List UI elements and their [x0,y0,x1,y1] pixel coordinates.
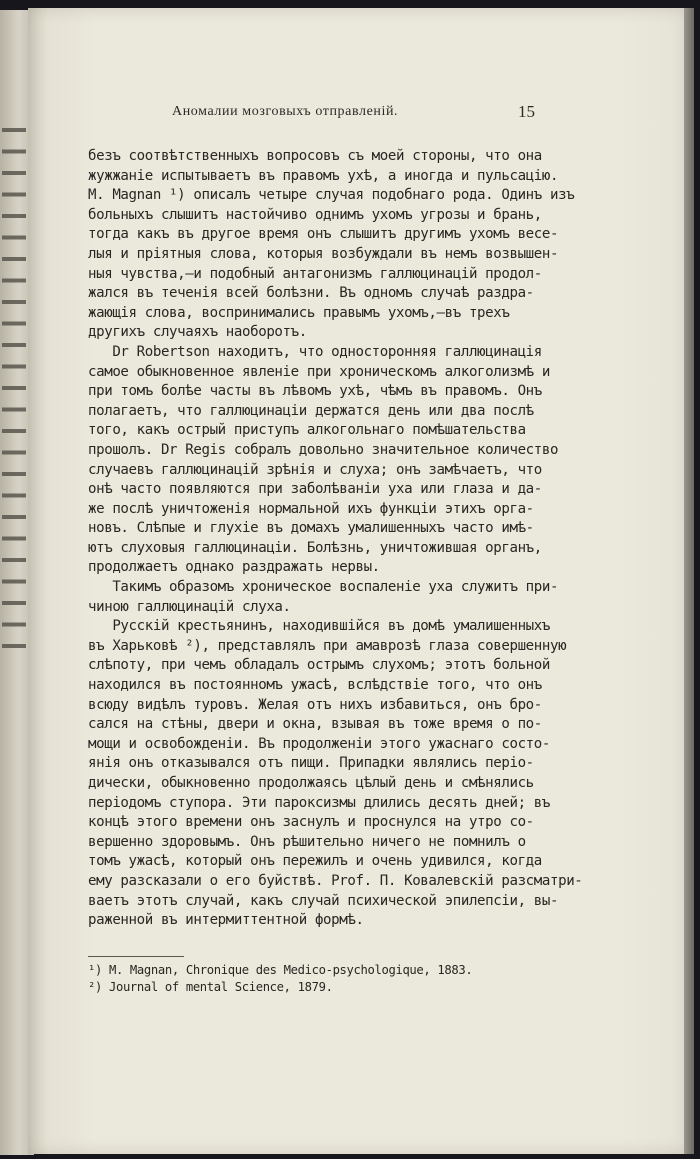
footnote-1: ¹) M. Magnan, Chronique des Medico-psychologique, 1883. [88,963,473,977]
paragraph-4 [88,617,583,931]
text-line: онѣ часто появляются при заболѣваніи уха или глаза и да- [88,481,542,498]
text-line: полагаетъ, что галлюцинаціи держатся день или два послѣ [88,402,534,419]
page-edge-shadow [684,8,694,1154]
text-line: новъ. Слѣпые и глухіе въ домахъ умалишенныхъ часто имѣ- [88,520,534,537]
text-line: жужжаніе испытываетъ въ правомъ ухѣ, а иногда и пульсацію. [88,167,559,184]
text-line: сался на стѣны, двери и окна, взывая въ тоже время о по- [88,716,542,733]
text-line: раженной въ интермиттентной формѣ. [88,912,364,929]
text-line: періодомъ ступора. Эти пароксизмы длились десять дней; въ [88,794,550,811]
text-line: Dr Robertson находитъ, что односторонняя галлюцинація [88,343,542,360]
paragraph-1 [88,147,575,343]
adjacent-page-text-fragment [2,122,26,662]
text-line: томъ ужасѣ, который онъ пережилъ и очень удивился, когда [88,853,542,870]
text-line: жался въ теченія всей болѣзни. Въ одномъ случаѣ раздра- [88,285,534,302]
running-head: Аномалии мозговыхъ отправленій. [172,104,399,119]
text-line: лыя и пріятныя слова, которыя возбуждали въ немъ возвышен- [88,245,559,262]
text-line: янія онъ отказывался отъ пищи. Припадки являлись періо- [88,755,534,772]
text-line: Русскій крестьянинъ, находившійся въ домѣ умалишенныхъ [88,618,550,635]
text-line: безъ соотвѣтственныхъ вопросовъ съ моей стороны, что она [88,148,542,164]
text-line: чиною галлюцинацій слуха. [88,598,291,615]
text-line: всюду видѣлъ туровъ. Желая отъ нихъ избавиться, онъ бро- [88,696,542,713]
text-line: при томъ болѣе часты въ лѣвомъ ухѣ, чѣмъ въ правомъ. Онъ [88,383,542,400]
text-line: дически, обыкновенно продолжаясь цѣлый день и смѣнялись [88,775,534,791]
text-line: ему разсказали о его буйствѣ. Prof. П. Ковалевскій разсматри- [88,872,583,889]
text-line: слѣпоту, при чемъ обладалъ острымъ слухомъ; этотъ больной [88,657,550,674]
text-line: въ Харьковѣ ²), представлялъ при амаврозѣ глаза совершенную [88,637,567,654]
text-line: тогда какъ въ другое время онъ слышитъ другимъ ухомъ весе- [88,226,559,243]
text-line: другихъ случаяхъ наоборотъ. [88,324,307,341]
text-line: ныя чувства,—и подобный антагонизмъ галлюцинацій продол- [88,265,542,282]
text-line: мощи и освобожденіи. Въ продолженіи этого ужаснаго состо- [88,735,550,752]
text-line: случаевъ галлюцинацій зрѣнія и слуха; онъ замѣчаетъ, что [88,461,542,478]
text-line: того, какъ острый приступъ алкогольнаго помѣшательства [88,422,526,439]
text-line: вершенно здоровымъ. Онъ рѣшительно ничего не помнилъ о [88,833,526,850]
text-line: Такимъ образомъ хроническое воспаленіе уха служитъ при- [88,579,559,596]
text-line: М. Magnan ¹) описалъ четыре случая подобнаго рода. Одинъ изъ [88,187,575,204]
paragraph-2 [88,343,559,578]
text-line: продолжаетъ однако раздражать нервы. [88,559,380,576]
footnote-rule [88,956,184,957]
text-line: больныхъ слышитъ настойчиво однимъ ухомъ угрозы и брань, [88,206,542,223]
text-line: ютъ слуховыя галлюцинаціи. Болѣзнь, уничтожившая органъ, [88,539,542,556]
footnote-2: ²) Journal of mental Science, 1879. [88,980,333,994]
text-line: жающія слова, воспринимались правымъ ухомъ,—въ трехъ [88,304,510,321]
page-number: 15 [518,102,535,121]
text-line: ваетъ этотъ случай, какъ случай психической эпилепсіи, вы- [88,892,559,909]
text-line: самое обыкновенное явленіе при хроническомъ алкоголизмѣ и [88,363,550,380]
text-line: же послѣ уничтоженія нормальной ихъ функціи этихъ орга- [88,500,534,517]
text-line: концѣ этого времени онъ заснулъ и проснулся на утро со- [88,814,534,831]
text-line: прошолъ. Dr Regis собралъ довольно значительное количество [88,441,559,458]
footnotes [88,962,548,996]
body-text [88,147,583,931]
text-line: находился въ постоянномъ ужасѣ, вслѣдствіе того, что онъ [88,677,542,694]
paragraph-3 [88,578,559,617]
